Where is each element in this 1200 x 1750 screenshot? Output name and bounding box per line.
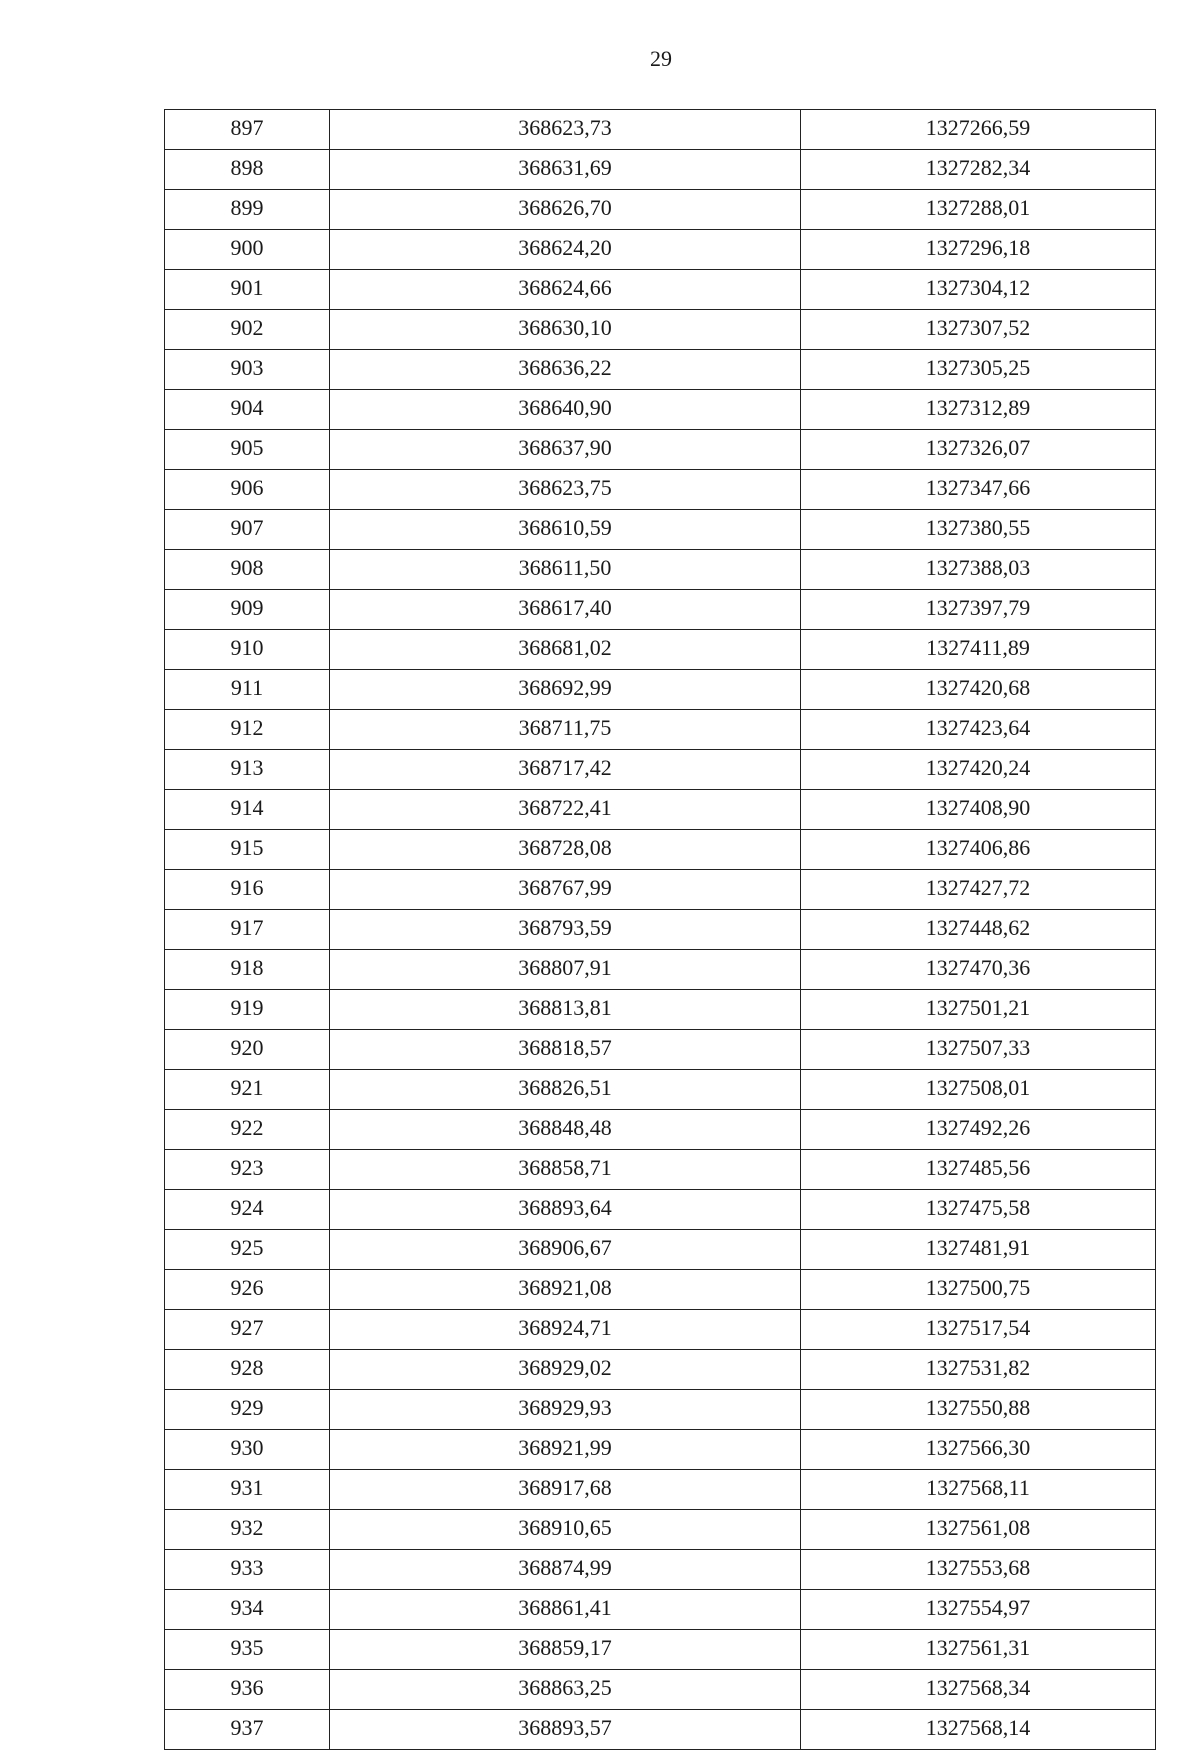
- y-coordinate-cell: 1327508,01: [801, 1070, 1156, 1110]
- point-number-cell: 911: [165, 670, 330, 710]
- y-coordinate-cell: 1327312,89: [801, 390, 1156, 430]
- y-coordinate-cell: 1327406,86: [801, 830, 1156, 870]
- y-coordinate-cell: 1327507,33: [801, 1030, 1156, 1070]
- y-coordinate-cell: 1327427,72: [801, 870, 1156, 910]
- x-coordinate-cell: 368637,90: [330, 430, 801, 470]
- table-row: [165, 590, 1156, 630]
- table-row: [165, 1390, 1156, 1430]
- point-number-cell: 921: [165, 1070, 330, 1110]
- x-coordinate-cell: 368681,02: [330, 630, 801, 670]
- x-coordinate-cell: 368728,08: [330, 830, 801, 870]
- table-row: [165, 390, 1156, 430]
- table-row: [165, 950, 1156, 990]
- table-row: [165, 1710, 1156, 1750]
- table-row: [165, 710, 1156, 750]
- x-coordinate-cell: 368793,59: [330, 910, 801, 950]
- y-coordinate-cell: 1327553,68: [801, 1550, 1156, 1590]
- y-coordinate-cell: 1327326,07: [801, 430, 1156, 470]
- table-row: [165, 1670, 1156, 1710]
- y-coordinate-cell: 1327411,89: [801, 630, 1156, 670]
- point-number-cell: 926: [165, 1270, 330, 1310]
- point-number-cell: 934: [165, 1590, 330, 1630]
- y-coordinate-cell: 1327568,14: [801, 1710, 1156, 1750]
- table-row: [165, 230, 1156, 270]
- point-number-cell: 908: [165, 550, 330, 590]
- table-row: [165, 550, 1156, 590]
- point-number-cell: 918: [165, 950, 330, 990]
- x-coordinate-cell: 368826,51: [330, 1070, 801, 1110]
- point-number-cell: 897: [165, 110, 330, 150]
- table-row: [165, 1110, 1156, 1150]
- table-row: [165, 1550, 1156, 1590]
- table-row: [165, 830, 1156, 870]
- x-coordinate-cell: 368863,25: [330, 1670, 801, 1710]
- x-coordinate-cell: 368630,10: [330, 310, 801, 350]
- x-coordinate-cell: 368711,75: [330, 710, 801, 750]
- x-coordinate-cell: 368626,70: [330, 190, 801, 230]
- x-coordinate-cell: 368813,81: [330, 990, 801, 1030]
- y-coordinate-cell: 1327420,68: [801, 670, 1156, 710]
- point-number-cell: 907: [165, 510, 330, 550]
- x-coordinate-cell: 368921,08: [330, 1270, 801, 1310]
- y-coordinate-cell: 1327420,24: [801, 750, 1156, 790]
- point-number-cell: 929: [165, 1390, 330, 1430]
- y-coordinate-cell: 1327397,79: [801, 590, 1156, 630]
- table-row: [165, 1350, 1156, 1390]
- x-coordinate-cell: 368893,64: [330, 1190, 801, 1230]
- table-row: [165, 1630, 1156, 1670]
- table-row: [165, 990, 1156, 1030]
- x-coordinate-cell: 368858,71: [330, 1150, 801, 1190]
- table-row: [165, 1030, 1156, 1070]
- table-row: [165, 1270, 1156, 1310]
- table-row: [165, 430, 1156, 470]
- page-number: 29: [650, 46, 672, 71]
- y-coordinate-cell: 1327448,62: [801, 910, 1156, 950]
- x-coordinate-cell: 368818,57: [330, 1030, 801, 1070]
- point-number-cell: 924: [165, 1190, 330, 1230]
- table-row: [165, 750, 1156, 790]
- point-number-cell: 937: [165, 1710, 330, 1750]
- table-row: [165, 910, 1156, 950]
- point-number-cell: 919: [165, 990, 330, 1030]
- point-number-cell: 925: [165, 1230, 330, 1270]
- table-row: [165, 510, 1156, 550]
- table-row: [165, 1430, 1156, 1470]
- x-coordinate-cell: 368624,66: [330, 270, 801, 310]
- x-coordinate-cell: 368807,91: [330, 950, 801, 990]
- y-coordinate-cell: 1327561,31: [801, 1630, 1156, 1670]
- y-coordinate-cell: 1327500,75: [801, 1270, 1156, 1310]
- x-coordinate-cell: 368859,17: [330, 1630, 801, 1670]
- table-row: [165, 310, 1156, 350]
- table-row: [165, 1190, 1156, 1230]
- x-coordinate-cell: 368631,69: [330, 150, 801, 190]
- point-number-cell: 917: [165, 910, 330, 950]
- x-coordinate-cell: 368611,50: [330, 550, 801, 590]
- point-number-cell: 916: [165, 870, 330, 910]
- table-row: [165, 1150, 1156, 1190]
- y-coordinate-cell: 1327380,55: [801, 510, 1156, 550]
- y-coordinate-cell: 1327296,18: [801, 230, 1156, 270]
- x-coordinate-cell: 368917,68: [330, 1470, 801, 1510]
- point-number-cell: 932: [165, 1510, 330, 1550]
- table-row: [165, 470, 1156, 510]
- y-coordinate-cell: 1327307,52: [801, 310, 1156, 350]
- x-coordinate-cell: 368874,99: [330, 1550, 801, 1590]
- point-number-cell: 898: [165, 150, 330, 190]
- y-coordinate-cell: 1327423,64: [801, 710, 1156, 750]
- point-number-cell: 909: [165, 590, 330, 630]
- x-coordinate-cell: 368717,42: [330, 750, 801, 790]
- point-number-cell: 933: [165, 1550, 330, 1590]
- point-number-cell: 923: [165, 1150, 330, 1190]
- y-coordinate-cell: 1327531,82: [801, 1350, 1156, 1390]
- table-row: [165, 1230, 1156, 1270]
- point-number-cell: 901: [165, 270, 330, 310]
- point-number-cell: 913: [165, 750, 330, 790]
- y-coordinate-cell: 1327566,30: [801, 1430, 1156, 1470]
- table-row: [165, 870, 1156, 910]
- y-coordinate-cell: 1327568,11: [801, 1470, 1156, 1510]
- table-row: [165, 670, 1156, 710]
- point-number-cell: 931: [165, 1470, 330, 1510]
- coordinates-table-body: [165, 110, 1156, 1750]
- point-number-cell: 928: [165, 1350, 330, 1390]
- point-number-cell: 914: [165, 790, 330, 830]
- y-coordinate-cell: 1327388,03: [801, 550, 1156, 590]
- y-coordinate-cell: 1327288,01: [801, 190, 1156, 230]
- x-coordinate-cell: 368624,20: [330, 230, 801, 270]
- y-coordinate-cell: 1327282,34: [801, 150, 1156, 190]
- x-coordinate-cell: 368767,99: [330, 870, 801, 910]
- point-number-cell: 912: [165, 710, 330, 750]
- point-number-cell: 910: [165, 630, 330, 670]
- x-coordinate-cell: 368848,48: [330, 1110, 801, 1150]
- point-number-cell: 903: [165, 350, 330, 390]
- x-coordinate-cell: 368636,22: [330, 350, 801, 390]
- y-coordinate-cell: 1327470,36: [801, 950, 1156, 990]
- table-row: [165, 1070, 1156, 1110]
- point-number-cell: 927: [165, 1310, 330, 1350]
- point-number-cell: 904: [165, 390, 330, 430]
- y-coordinate-cell: 1327266,59: [801, 110, 1156, 150]
- x-coordinate-cell: 368921,99: [330, 1430, 801, 1470]
- y-coordinate-cell: 1327475,58: [801, 1190, 1156, 1230]
- point-number-cell: 922: [165, 1110, 330, 1150]
- y-coordinate-cell: 1327492,26: [801, 1110, 1156, 1150]
- table-row: [165, 1510, 1156, 1550]
- point-number-cell: 935: [165, 1630, 330, 1670]
- table-row: [165, 790, 1156, 830]
- x-coordinate-cell: 368623,73: [330, 110, 801, 150]
- y-coordinate-cell: 1327568,34: [801, 1670, 1156, 1710]
- y-coordinate-cell: 1327554,97: [801, 1590, 1156, 1630]
- y-coordinate-cell: 1327304,12: [801, 270, 1156, 310]
- x-coordinate-cell: 368929,02: [330, 1350, 801, 1390]
- point-number-cell: 936: [165, 1670, 330, 1710]
- x-coordinate-cell: 368929,93: [330, 1390, 801, 1430]
- x-coordinate-cell: 368610,59: [330, 510, 801, 550]
- y-coordinate-cell: 1327561,08: [801, 1510, 1156, 1550]
- x-coordinate-cell: 368924,71: [330, 1310, 801, 1350]
- point-number-cell: 906: [165, 470, 330, 510]
- table-row: [165, 1310, 1156, 1350]
- x-coordinate-cell: 368640,90: [330, 390, 801, 430]
- y-coordinate-cell: 1327347,66: [801, 470, 1156, 510]
- point-number-cell: 899: [165, 190, 330, 230]
- y-coordinate-cell: 1327481,91: [801, 1230, 1156, 1270]
- table-row: [165, 350, 1156, 390]
- point-number-cell: 900: [165, 230, 330, 270]
- x-coordinate-cell: 368722,41: [330, 790, 801, 830]
- table-row: [165, 270, 1156, 310]
- y-coordinate-cell: 1327501,21: [801, 990, 1156, 1030]
- coordinates-table: [164, 109, 1156, 1750]
- table-row: [165, 150, 1156, 190]
- y-coordinate-cell: 1327485,56: [801, 1150, 1156, 1190]
- point-number-cell: 930: [165, 1430, 330, 1470]
- table-row: [165, 630, 1156, 670]
- x-coordinate-cell: 368692,99: [330, 670, 801, 710]
- table-row: [165, 110, 1156, 150]
- y-coordinate-cell: 1327550,88: [801, 1390, 1156, 1430]
- point-number-cell: 915: [165, 830, 330, 870]
- x-coordinate-cell: 368910,65: [330, 1510, 801, 1550]
- y-coordinate-cell: 1327517,54: [801, 1310, 1156, 1350]
- table-row: [165, 1590, 1156, 1630]
- y-coordinate-cell: 1327305,25: [801, 350, 1156, 390]
- x-coordinate-cell: 368623,75: [330, 470, 801, 510]
- point-number-cell: 902: [165, 310, 330, 350]
- x-coordinate-cell: 368906,67: [330, 1230, 801, 1270]
- table-row: [165, 1470, 1156, 1510]
- point-number-cell: 905: [165, 430, 330, 470]
- y-coordinate-cell: 1327408,90: [801, 790, 1156, 830]
- x-coordinate-cell: 368893,57: [330, 1710, 801, 1750]
- x-coordinate-cell: 368617,40: [330, 590, 801, 630]
- point-number-cell: 920: [165, 1030, 330, 1070]
- table-row: [165, 190, 1156, 230]
- x-coordinate-cell: 368861,41: [330, 1590, 801, 1630]
